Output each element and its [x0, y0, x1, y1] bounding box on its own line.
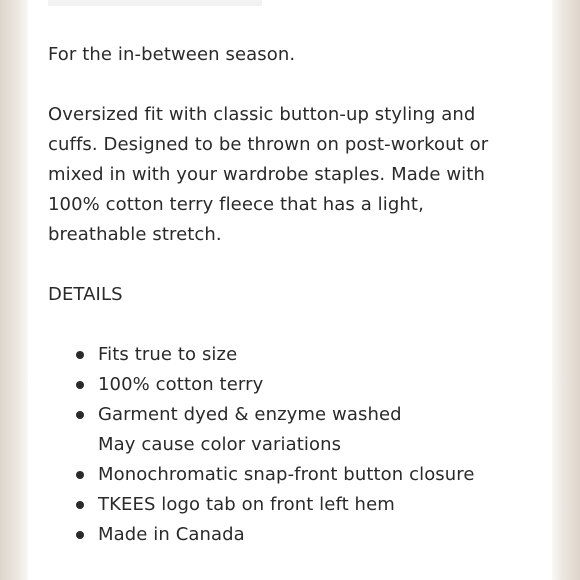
list-item [48, 520, 518, 550]
detail-subtext: May cause color variations [98, 434, 342, 455]
bullet-icon [76, 471, 84, 479]
product-description-page [28, 0, 552, 580]
list-item [48, 340, 518, 370]
details-heading: DETAILS [48, 284, 123, 305]
detail-text: 100% cotton terry [98, 374, 264, 395]
detail-text: Fits true to size [98, 344, 238, 365]
details-list [48, 340, 518, 550]
top-image-edge [48, 0, 262, 6]
detail-text: TKEES logo tab on front left hem [98, 494, 395, 515]
list-item [48, 400, 518, 460]
detail-text: Garment dyed & enzyme washed [98, 404, 402, 425]
list-item [48, 490, 518, 520]
bullet-icon [76, 351, 84, 359]
bullet-icon [76, 531, 84, 539]
list-item [48, 460, 518, 490]
detail-text: Made in Canada [98, 524, 245, 545]
list-item [48, 370, 518, 400]
bullet-icon [76, 501, 84, 509]
detail-text: Monochromatic snap-front button closure [98, 464, 475, 485]
tagline: For the in-between season. [48, 44, 296, 65]
description-paragraph: Oversized fit with classic button-up styling and cuffs. Designed to be thrown on post-workout or mixed in with your wardrobe staples. Made with 100% cotton terry fleece that has a light, breathable stretch. [48, 104, 489, 245]
bullet-icon [76, 381, 84, 389]
bullet-icon [76, 411, 84, 419]
description-content [48, 40, 518, 550]
